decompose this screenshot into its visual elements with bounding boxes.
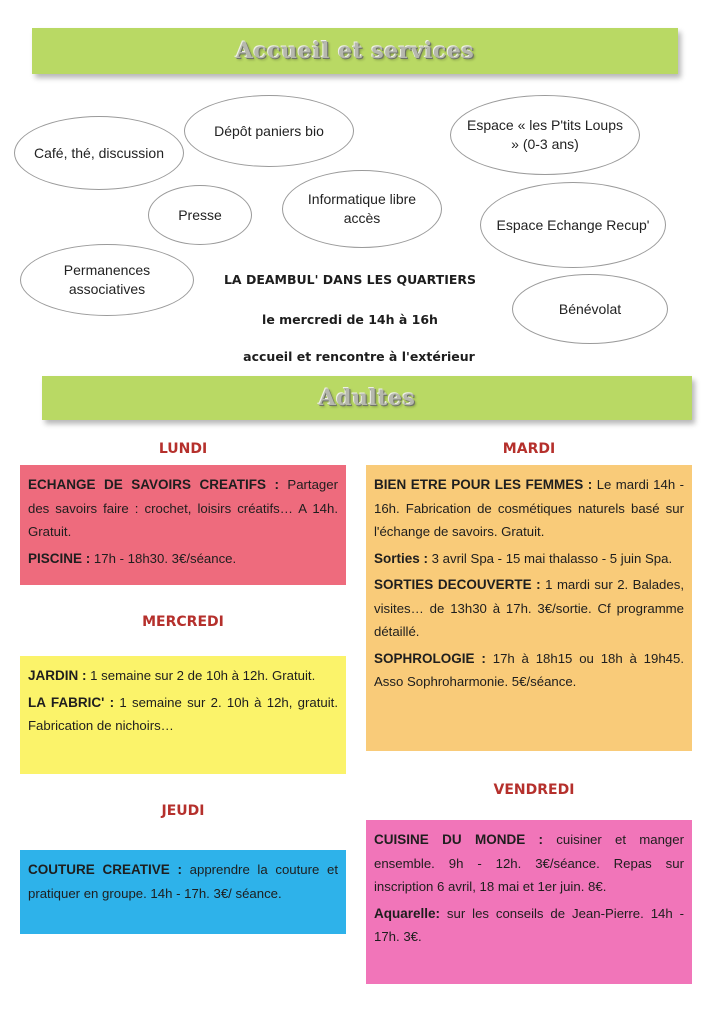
entry-text: 1 semaine sur 2. 10h à 12h, gratuit. Fabrication de nichoirs… <box>28 694 338 733</box>
adultes-banner <box>42 376 692 420</box>
entry-text: 1 mardi sur 2. Balades, visites… de 13h30 à 17h. 3€/sortie. Cf programme détaillé. <box>374 577 684 639</box>
deambul-title: LA DEAMBUL' DANS LES QUARTIERS <box>223 272 477 287</box>
mardi-box <box>366 465 692 751</box>
lundi-box <box>20 465 346 585</box>
mardi-entry <box>374 573 684 644</box>
entry-text: Le mardi 14h - 16h. Fabrication de cosmétiques naturels basé sur l'échange de savoirs. Gratuit. <box>374 477 684 539</box>
entry-text: sur les conseils de Jean-Pierre. 14h - 17h. 3€. <box>374 905 684 944</box>
service-presse: Presse <box>148 185 252 245</box>
day-label-mercredi: MERCREDI <box>142 614 224 630</box>
entry-lead: BIEN ETRE POUR LES FEMMES : <box>374 477 593 492</box>
entry-lead: LA FABRIC' : <box>28 694 115 710</box>
service-paniers-bio: Dépôt paniers bio <box>184 95 354 167</box>
service-permanences: Permanences associatives <box>20 244 194 316</box>
mercredi-entry <box>28 691 338 738</box>
entry-text: cuisiner et manger ensemble. 9h - 12h. 3€/séance. Repas sur inscription 6 avril, 18 mai et 1er juin. 8€. <box>374 832 684 894</box>
adultes-title: Adultes <box>318 385 416 411</box>
entry-lead: COUTURE CREATIVE : <box>28 862 182 877</box>
entry-text: 17h - 18h30. 3€/séance. <box>90 550 237 566</box>
day-label-mardi: MARDI <box>502 441 556 457</box>
jeudi-box <box>20 850 346 934</box>
entry-text: 3 avril Spa - 15 mai thalasso - 5 juin Spa. <box>428 550 673 566</box>
entry-text: Partager des savoirs faire : crochet, loisirs créatifs… A 14h. Gratuit. <box>28 477 338 539</box>
accueil-banner <box>32 28 678 74</box>
jeudi-entry <box>28 858 338 905</box>
service-ptits-loups: Espace « les P'tits Loups » (0-3 ans) <box>450 95 640 175</box>
lundi-entry <box>28 547 338 571</box>
day-label-vendredi: VENDREDI <box>493 782 575 798</box>
entry-text: 1 semaine sur 2 de 10h à 12h. Gratuit. <box>86 668 316 683</box>
entry-text: 17h à 18h15 ou 18h à 19h45. Asso Sophroharmonie. 5€/séance. <box>374 650 684 689</box>
entry-lead: Aquarelle: <box>374 905 441 921</box>
accueil-title: Accueil et services <box>235 38 475 64</box>
entry-lead: SORTIES DECOUVERTE : <box>374 577 541 592</box>
deambul-schedule: le mercredi de 14h à 16h <box>262 312 438 327</box>
mercredi-entry <box>28 664 338 688</box>
mercredi-box <box>20 656 346 774</box>
service-cafe: Café, thé, discussion <box>14 116 184 190</box>
lundi-entry <box>28 473 338 544</box>
day-label-lundi: LUNDI <box>158 441 208 457</box>
day-label-jeudi: JEUDI <box>161 803 205 819</box>
entry-lead: CUISINE DU MONDE : <box>374 832 544 847</box>
entry-text: apprendre la couture et pratiquer en groupe. 14h - 17h. 3€/ séance. <box>28 862 338 901</box>
deambul-description: accueil et rencontre à l'extérieur <box>243 349 475 364</box>
service-benevolat: Bénévolat <box>512 274 668 344</box>
mardi-entry <box>374 473 684 544</box>
vendredi-box <box>366 820 692 984</box>
service-informatique: Informatique libre accès <box>282 170 442 248</box>
mardi-entry <box>374 547 684 571</box>
entry-lead: JARDIN : <box>28 668 87 683</box>
vendredi-entry <box>374 828 684 899</box>
entry-lead: PISCINE : <box>28 550 91 566</box>
mardi-entry <box>374 647 684 694</box>
entry-lead: Sorties : <box>374 550 429 566</box>
entry-lead: SOPHROLOGIE : <box>374 650 486 666</box>
service-echange-recup: Espace Echange Recup' <box>480 182 666 268</box>
vendredi-entry <box>374 902 684 949</box>
entry-lead: ECHANGE DE SAVOIRS CREATIFS : <box>28 477 279 492</box>
